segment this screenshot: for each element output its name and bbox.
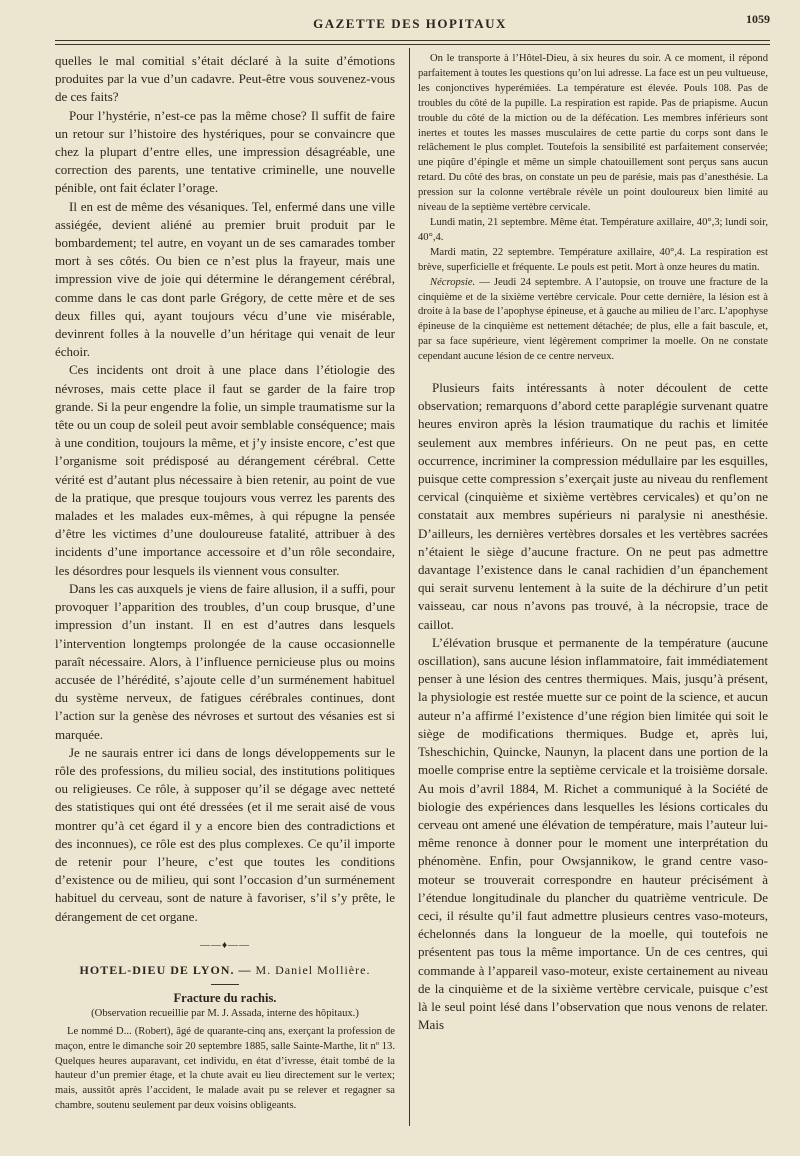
- page-number: 1059: [746, 12, 770, 26]
- paragraph: Je ne saurais entrer ici dans de longs développements sur le rôle des professions, du milieu social, des institutions politiques ou religieuses. Ce rôle, à supposer qu’il se dégage avec netteté des statistiques qui ont été dressées (et il me serait aisé de vous montrer qu’à cet égard il y a encore bien des contradictions et des inconnues), ce rôle est des plus complexes. Ce qu’il importe de retenir pour l’heure, c’est que toutes les conditions d’existence ou de milieu, qui sont l’occasion d’un surménement habituel du cerveau, sont de nature à favoriser, s’il s’y prête, le dérangement de cet organe.: [55, 744, 395, 924]
- section-separator: ——♦——: [199, 939, 251, 951]
- paragraph: Pour l’hystérie, n’est-ce pas la même chose? Il suffit de faire un retour sur l’histoire des hystériques, pour se convaincre que chez la plupart d’entre elles, une impression désagréable, une correction des parents, une tentative criminelle, une nouvelle pénible, ont fait éclater l’orage.: [55, 107, 395, 196]
- column-divider: [409, 48, 410, 1126]
- necropsy-label: Nécropsie.: [430, 276, 476, 288]
- physician-name: M. Daniel Mollière.: [255, 962, 371, 977]
- paragraph: Ces incidents ont droit à une place dans l’étiologie des névroses, mais cette place il faut se garder de la faire trop grande. Si la peur engendre la folie, un simple traumatisme sur la tête ou un coup de soleil peut avoir semblable conséquence; mais à une condition, toujours la même, et j’y insiste encore, c’est que l’organisme soit prédisposé au dérangement cérébral. Cette vérité est d’autant plus nécessaire à bien retenir, au point de vue de la pratique, que presque toujours vous verrez les parents des malades et les malades eux-mêmes, à qui répugne la pensée d’être les victimes d’une douloureuse fatalité, attribuer à des incidents d’une importance accessoire et d’un rôle secondaire, les désordres pour lesquels ils viennent vous consulter.: [55, 362, 395, 578]
- section-heading: [55, 963, 395, 978]
- paragraph: Plusieurs faits intéressants à noter découlent de cette observation; remarquons d’abord cette paraplégie survenant quatre heures environ après la lésion traumatique du rachis et limitée seulement aux membres inférieurs. On ne peut pas, en cette occurrence, incriminer la compression médullaire par les esquilles, puisque cette compression s’exerçait juste au niveau du renflement cervical (cinquième et sixième vertèbres cervicales) et qu’on ne constatait aux membres supérieurs ni paralysie ni anesthésie. D’ailleurs, les dernières vertèbres dorsales et les vertèbres sacrées n’étaient le siège d’aucune fracture. On ne peut pas admettre davantage l’existence dans le canal rachidien d’un épanchement qui serait survenu lentement à la suite de la déchirure d’un petit vaisseau, car nous n’avons pas trouvé, à la nécropsie, trace de caillot.: [418, 380, 768, 632]
- paragraph: Dans les cas auxquels je viens de faire allusion, il a suffi, pour provoquer l’apparition des troubles, d’un coup brusque, d’une impression d’un instant. Il en est d’autres dans lesquels l’intervention longtemps prolongée de la cause occasionnelle paraît nécessaire. Alors, à l’influence pernicieuse plus ou moins accusée de l’hérédité, s’ajoute celle d’un surménement habituel du système nerveux, de fatigues cérébrales continues, dont l’action sur la genèse des névroses et surtout des vésanies est si marquée.: [55, 580, 395, 742]
- left-column: [55, 52, 395, 1114]
- page-header: [50, 10, 770, 34]
- paragraph: quelles le mal comitial s’était déclaré à la suite d’émotions produites par la vue d’un cadavre. Peut-être vous souvenez-vous de ces faits?: [55, 53, 395, 105]
- short-rule: [211, 984, 239, 985]
- header-rule-top: [55, 40, 770, 41]
- necropsy-text: — Jeudi 24 septembre. A l’autopsie, on trouve une fracture de la cinquième et de la sixième vertèbre cervicale. Pour cette dernière, la lésion est à droite à la base de l’apophyse épineuse, et à gauche au milieu de l’arc. L’apophyse épineuse de la cinquième est nettement détachée; de plus, elle a fait bascule, et, par sa face supérieure, vient légèrement comprimer la moelle. On ne constate cependant aucune lésion de ce centre nerveux.: [418, 276, 768, 363]
- paragraph: Lundi matin, 21 septembre. Même état. Température axillaire, 40°,3; lundi soir, 40°,4.: [418, 216, 768, 243]
- paragraph: [418, 276, 768, 365]
- hospital-name: HOTEL-DIEU DE LYON. —: [79, 962, 252, 977]
- paragraph: Il en est de même des vésaniques. Tel, enfermé dans une ville assiégée, devient aliéné au premier bruit produit par le bombardement; tel autre, en voyant un de ses camarades tomber mort à ses côtés. Ou bien ce n’est plus la frayeur, mais une impression vive de joie qui détermine le dérangement cérébral, comme dans le cas dont parle Grégory, de cette mère et de ses deux filles qui, ayant toujours vécu d’une vie misérable, devinrent folles à la nouvelle d’un héritage qui venait de leur échoir.: [55, 198, 395, 360]
- header-rule-bottom: [55, 44, 770, 45]
- paragraph: L’élévation brusque et permanente de la température (aucune oscillation), sans aucune lésion inflammatoire, fait immédiatement penser à une lésion des centres thermiques. Mais, jusqu’à présent, la physiologie est restée muette sur ce point de la science, et aucun auteur n’a affirmé l’existence d’une région bien limitée qui soit le siège de modifications thermiques. Budge et, après lui, Tsheschichin, Quincke, Naunyn, la placent dans une portion de la moelle comprise entre la septième cervicale et la troisième dorsale. Au mois d’avril 1884, M. Richet a communiqué à la Société de biologie des expériences dans lesquelles les lésions corticales du cerveau ont amené une élévation de température, mais l’auteur lui-même renonce à donner pour le moment une interprétation du phénomène. Enfin, pour Owsjannikow, le grand centre vaso-moteur se trouverait correspondre en hauteur précisément à l’étendue longitudinale du plancher du quatrième ventricule. De ceci, il résulte qu’il faut admettre plusieurs centres vaso-moteurs, échelonnés dans la longueur de la moelle, qui toutefois ne présentent pas tous la même importance. Un de ces centres, qui commande à l’appareil vaso-moteur, existe certainement au niveau de la cinquième et de la sixième vertèbre cervicale, puisque c’est là le seul point lésé dans l’observation que nous venons de relater. Mais: [418, 634, 768, 1033]
- article-title: Fracture du rachis.: [173, 990, 277, 1005]
- paragraph: On le transporte à l’Hôtel-Dieu, à six heures du soir. A ce moment, il répond parfaitement à toutes les questions qu’on lui adresse. La face est un peu vultueuse, les conjonctives hyperémiées. La température est élevée. Pouls 108. Pas de troubles du côté de la pupille. La respiration est rapide. Pas de priapisme. Aucun trouble du côté de la miction ou de la défécation. Les membres inférieurs sont inertes et toutes les masses musculaires de cette partie du corps sont dans le relâchement le plus complet. Toutefois la sensibilité est parfaitement conservée; une piqûre d’épingle et même un simple chatouillement sont perçus sans aucun retard. Du côté des bras, on constate un peu de parésie, mais pas d’anesthésie. La pression sur la colonne vertébrale révèle un point douloureux bien limité au niveau de la septième vertèbre cervicale.: [418, 53, 768, 214]
- paragraph: Le nommé D... (Robert), âgé de quarante-cinq ans, exerçant la profession de maçon, entre le dimanche soir 20 septembre 1885, salle Sainte-Marthe, lit nº 13. Quelques heures auparavant, cet individu, en état d’ivresse, était tombé de la hauteur d’un premier étage, et la chute avait eu lieu directement sur le vertex; mais, aussitôt après l’accident, le malade avait pu se relever et regagner sa chambre, soutenu seulement par deux voisins obligeants.: [55, 1025, 395, 1112]
- journal-title: GAZETTE DES HOPITAUX: [313, 16, 507, 31]
- article-byline: (Observation recueillie par M. J. Assada, interne des hôpitaux.): [91, 1007, 359, 1019]
- right-column: [418, 52, 768, 1034]
- paragraph: Mardi matin, 22 septembre. Température axillaire, 40°,4. La respiration est brève, superficielle et fréquente. Le pouls est petit. Mort à onze heures du matin.: [418, 246, 768, 273]
